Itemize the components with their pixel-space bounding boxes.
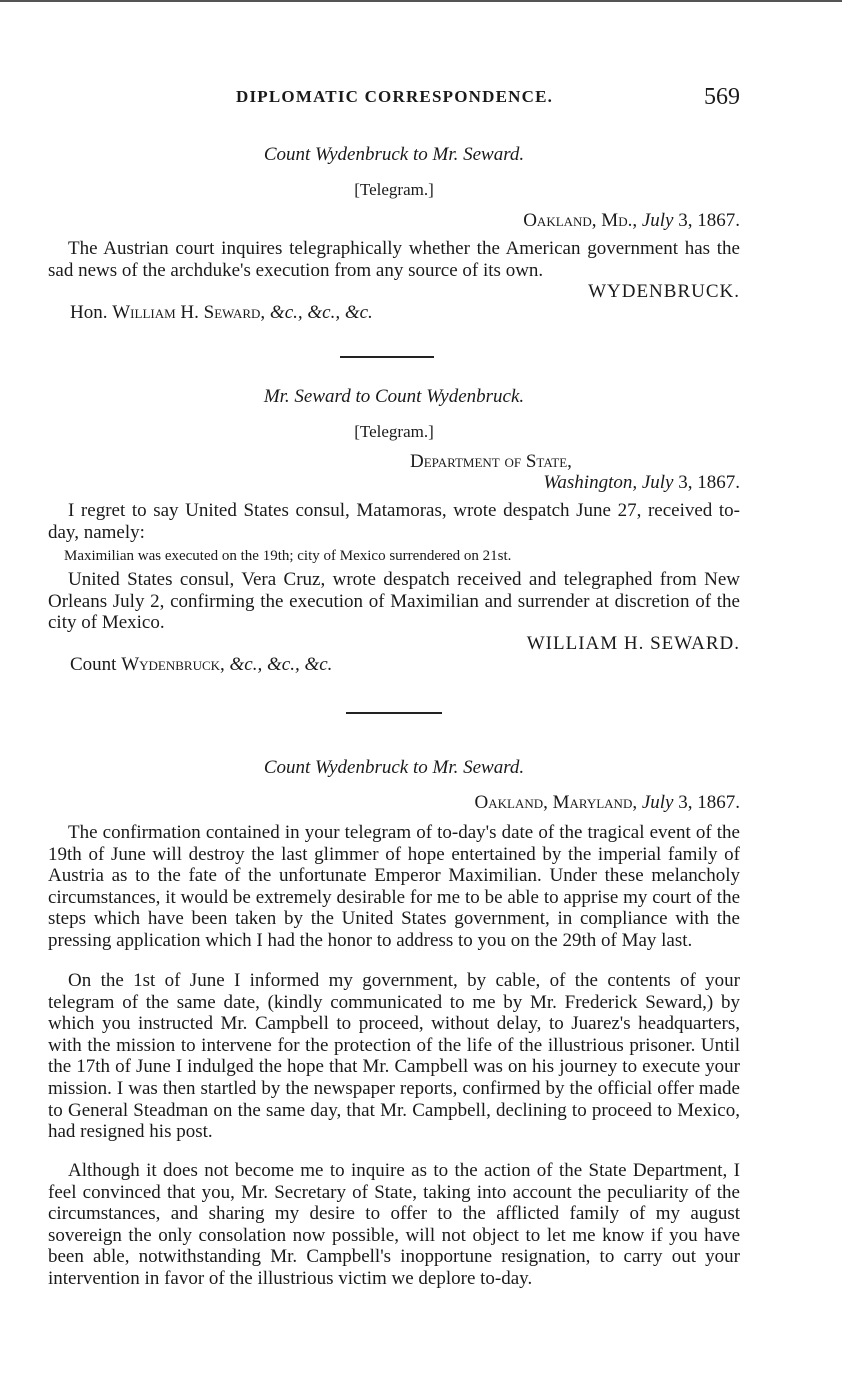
doc1-dateline	[48, 210, 740, 232]
doc2-addressee-name: Wydenbruck,	[121, 654, 225, 675]
doc3-para1: The confirmation contained in your telegram of to-day's date of the tragical event of the 19th of June will destroy the last glimmer of hope entertained by the imperial family of Austria as to the fate of the unfortunate Emperor Maximilian. Under these melancholy circumstances, it would be extremely desirable for me to be able to apprise my court of the steps which have been taken by the United States government, in compliance with the pressing application which I had the honor to address to you on the 29th of May last.	[48, 822, 740, 951]
doc1-signature: WYDENBRUCK.	[588, 281, 740, 302]
doc1-body: The Austrian court inquires telegraphically whether the American government has the sad news of the archduke's execution from any source of its own.	[48, 238, 740, 281]
top-border	[0, 0, 842, 2]
page-header	[48, 84, 740, 112]
doc2-place2: Washington, July	[543, 472, 674, 493]
doc1-place: Oakland, Md.,	[523, 210, 638, 231]
doc1-date-month: July	[641, 210, 674, 231]
doc2-addressee-prefix: Count	[70, 654, 117, 675]
doc2-title: Mr. Seward to Count Wydenbruck.	[263, 386, 525, 407]
doc1-addressee-suffix: &c., &c., &c.	[269, 302, 373, 323]
doc3-title: Count Wydenbruck to Mr. Seward.	[263, 757, 525, 778]
doc2-addressee-suffix: &c., &c., &c.	[229, 654, 333, 675]
doc2-addressee	[70, 654, 762, 676]
page-number: 569	[704, 84, 740, 110]
doc2-date-rest: 3, 1867.	[678, 472, 740, 493]
doc1-addressee-prefix: Hon.	[70, 302, 108, 323]
running-title: DIPLOMATIC CORRESPONDENCE.	[236, 87, 554, 106]
doc2-place: Department of State,	[410, 451, 572, 472]
doc2-telegram-label: [Telegram.]	[354, 422, 434, 441]
doc1-title: Count Wydenbruck to Mr. Seward.	[263, 144, 525, 165]
doc3-dateline	[48, 792, 740, 814]
doc3-para3: Although it does not become me to inquire as to the action of the State Department, I feel convinced that you, Mr. Secretary of State, taking into account the peculiarity of the circumstances, and sharing my desire to offer to the afflicted family of my august sovereign the only consolation now possible, will not object to let me know if you have been able, notwithstanding Mr. Campbell's inopportune resignation, to carry out your intervention in favor of the illustrious victim we deplore to-day.	[48, 1160, 740, 1289]
doc2-signature: WILLIAM H. SEWARD.	[526, 633, 740, 654]
section-divider-2	[346, 712, 442, 714]
doc1-addressee	[70, 302, 762, 324]
doc2-quote: Maximilian was executed on the 19th; city of Mexico surrendered on 21st.	[64, 548, 512, 564]
doc3-date-rest: 3, 1867.	[678, 792, 740, 813]
doc2-body2: United States consul, Vera Cruz, wrote despatch received and telegraphed from New Orleans July 2, confirming the execution of Maximilian and surrender at discretion of the city of Mexico.	[48, 569, 740, 634]
section-divider	[340, 356, 434, 358]
doc3-date-month: July	[641, 792, 674, 813]
doc1-date-rest: 3, 1867.	[678, 210, 740, 231]
doc1-addressee-name: William H. Seward,	[112, 302, 266, 323]
doc1-telegram-label: [Telegram.]	[354, 180, 434, 199]
doc3-place: Oakland, Maryland,	[474, 792, 638, 813]
doc3-para2: On the 1st of June I informed my government, by cable, of the contents of your telegram of the same date, (kindly communicated to me by Mr. Frederick Seward,) by which you instructed Mr. Campbell to proceed, without delay, to Juarez's headquarters, with the mission to intervene for the protection of the life of the illustrious prisoner. Until the 17th of June I indulged the hope that Mr. Campbell was on his journey to execute your mission. I was then startled by the newspaper reports, confirmed by the official offer made to General Steadman on the same day, that Mr. Campbell, declining to proceed to Mexico, had resigned his post.	[48, 970, 740, 1143]
doc2-body1: I regret to say United States consul, Matamoras, wrote despatch June 27, received to-day, namely:	[48, 500, 740, 543]
doc2-dateline	[48, 472, 740, 494]
